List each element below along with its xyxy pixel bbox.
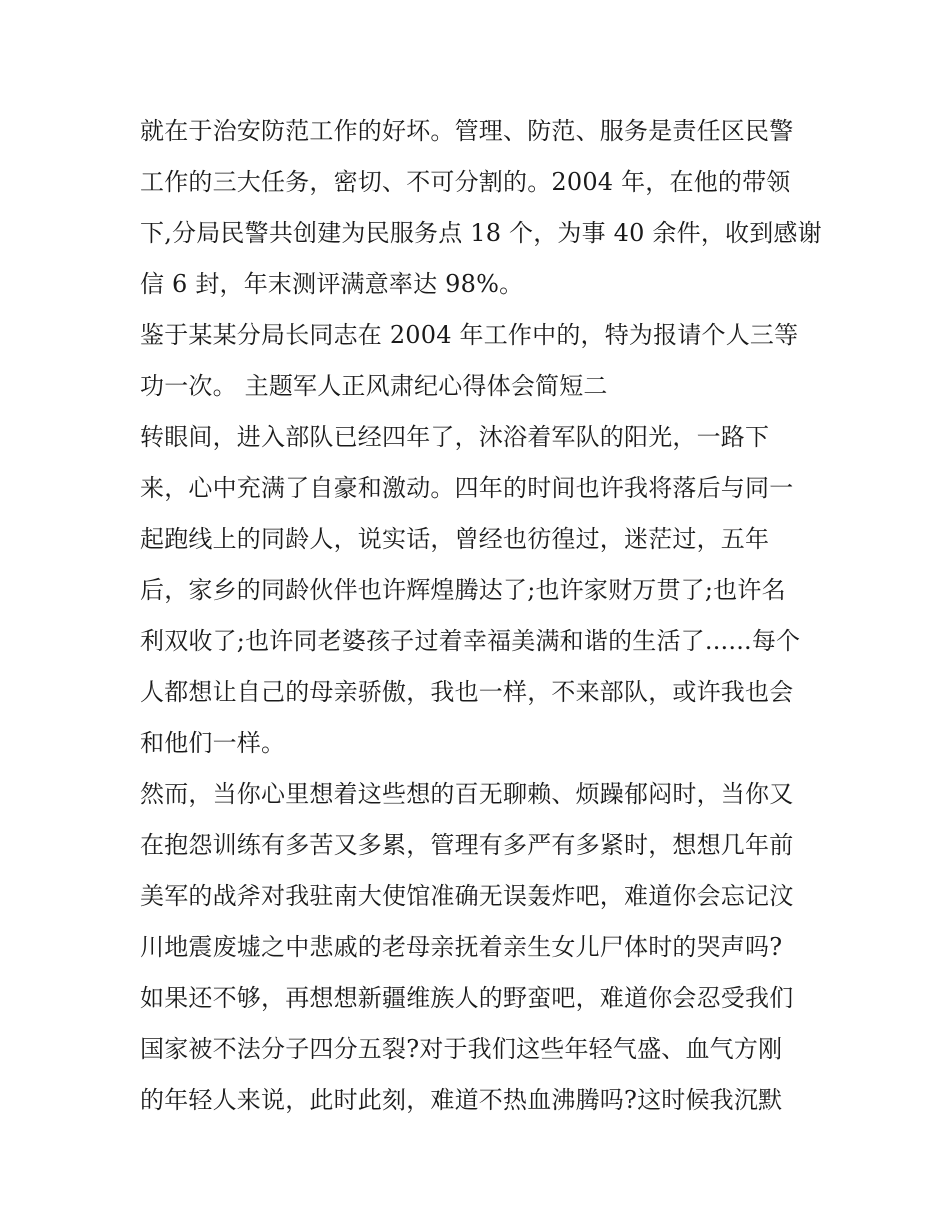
text-line: 转眼间，进入部队已经四年了，沐浴着军队的阳光，一路下 (140, 423, 770, 451)
text-line: 川地震废墟之中悲戚的老母亲抚着亲生女儿尸体时的哭声吗? (140, 933, 783, 961)
text-line: 就在于治安防范工作的好坏。管理、防范、服务是责任区民警 (140, 117, 794, 145)
text-line: 鉴于某某分局长同志在 2004 年工作中的，特为报请个人三等 (140, 321, 799, 349)
text-line: 人都想让自己的母亲骄傲，我也一样，不来部队，或许我也会 (140, 678, 794, 706)
text-line: 起跑线上的同龄人，说实话，曾经也彷徨过，迷茫过，五年 (140, 525, 770, 553)
text-line: 在抱怨训练有多苦又多累，管理有多严有多紧时，想想几年前 (140, 831, 794, 859)
text-line: 如果还不够，再想想新疆维族人的野蛮吧，难道你会忍受我们 (140, 984, 794, 1012)
text-line: 功一次。 主题军人正风肃纪心得体会简短二 (140, 372, 608, 400)
text-line: 来，心中充满了自豪和激动。四年的时间也许我将落后与同一 (140, 474, 794, 502)
document-body (140, 106, 820, 1126)
text-line: 信 6 封，年末测评满意率达 98%。 (140, 270, 524, 298)
text-line: 后，家乡的同龄伙伴也许辉煌腾达了;也许家财万贯了;也许名 (140, 576, 786, 604)
text-line: 利双收了;也许同老婆孩子过着幸福美满和谐的生活了......每个 (140, 627, 801, 655)
text-line: 美军的战斧对我驻南大使馆准确无误轰炸吧，难道你会忘记汶 (140, 882, 794, 910)
text-line: 然而，当你心里想着这些想的百无聊赖、烦躁郁闷时，当你又 (140, 780, 794, 808)
text-line: 下,分局民警共创建为民服务点 18 个，为事 40 余件，收到感谢 (140, 219, 822, 247)
text-line: 工作的三大任务，密切、不可分割的。2004 年，在他的带领 (140, 168, 791, 196)
text-line: 的年轻人来说，此时此刻，难道不热血沸腾吗?这时候我沉默 (140, 1086, 783, 1114)
text-line: 国家被不法分子四分五裂?对于我们这些年轻气盛、血气方刚 (140, 1035, 783, 1063)
text-line: 和他们一样。 (140, 729, 286, 757)
